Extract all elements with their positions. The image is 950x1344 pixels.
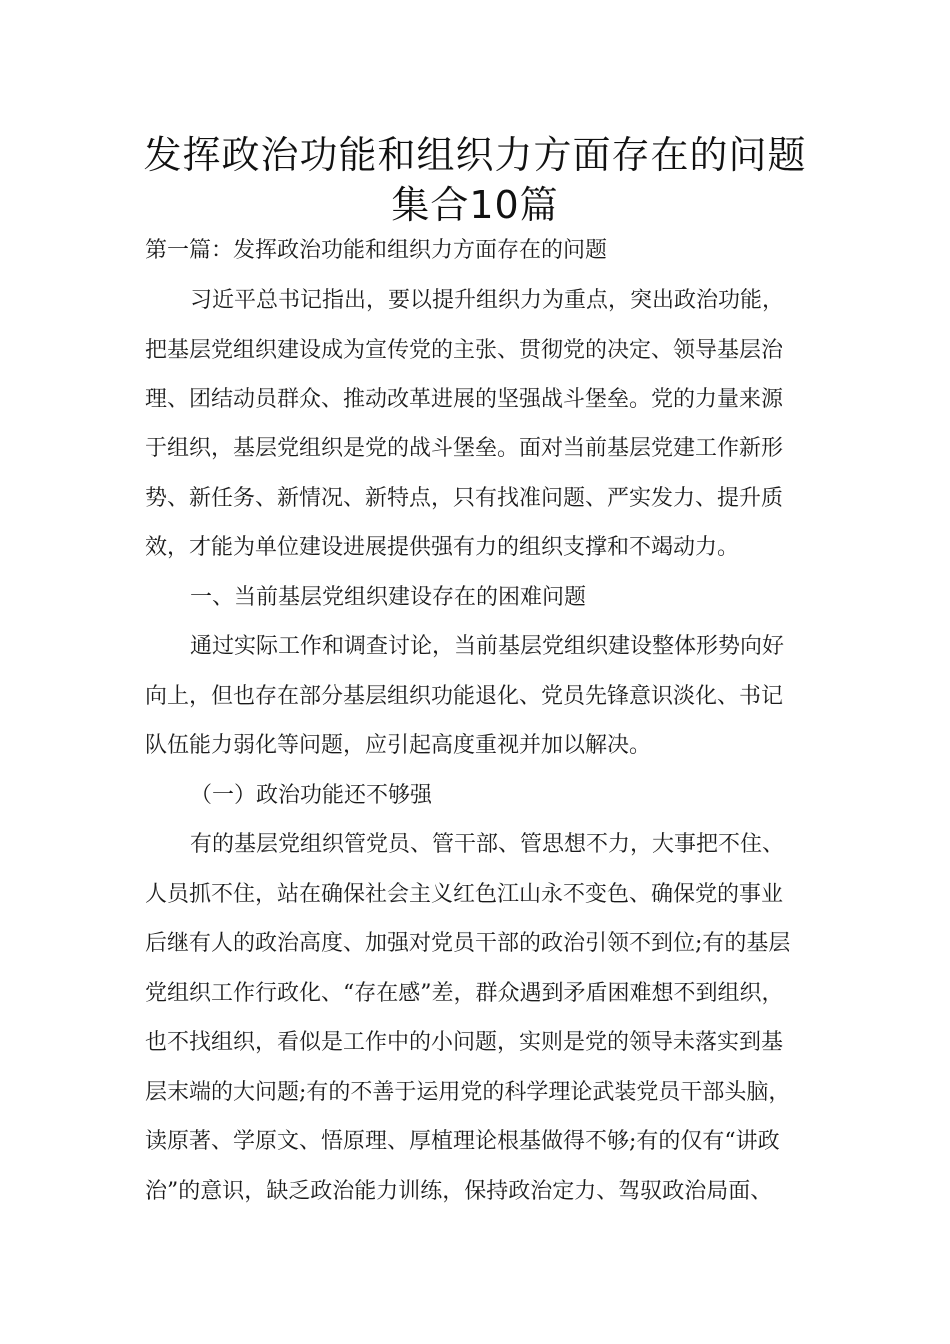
- document-title-line-2: 集合10篇: [391, 183, 559, 227]
- paragraph-line: 队伍能力弱化等问题，应引起高度重视并加以解决。: [145, 733, 652, 758]
- paragraph-line: 习近平总书记指出，要以提升组织力为重点，突出政治功能，: [190, 288, 785, 313]
- paragraph-line: 也不找组织，看似是工作中的小问题，实则是党的领导未落实到基: [145, 1030, 784, 1055]
- paragraph-line: 把基层党组织建设成为宣传党的主张、贯彻党的决定、领导基层治: [145, 338, 784, 363]
- paragraph-line: 后继有人的政治高度、加强对党员干部的政治引领不到位;有的基层: [145, 931, 791, 956]
- paragraph-line: 效，才能为单位建设进展提供强有力的组织支撑和不竭动力。: [145, 535, 740, 560]
- paragraph-line: 理、团结动员群众、推动改革进展的坚强战斗堡垒。党的力量来源: [145, 387, 784, 412]
- paragraph-line: 通过实际工作和调查讨论，当前基层党组织建设整体形势向好: [190, 634, 785, 659]
- paragraph-line: 人员抓不住，站在确保社会主义红色江山永不变色、确保党的事业: [145, 882, 784, 907]
- paragraph-line: 向上，但也存在部分基层组织功能退化、党员先锋意识淡化、书记: [145, 684, 784, 709]
- section-heading: 一、当前基层党组织建设存在的困难问题: [190, 585, 587, 610]
- document-body: [145, 236, 825, 1236]
- paragraph-line: 有的基层党组织管党员、管干部、管思想不力，大事把不住、: [190, 832, 785, 857]
- subsection-heading: （一）政治功能还不够强: [190, 783, 433, 808]
- document-title-line-1: 发挥政治功能和组织力方面存在的问题: [143, 133, 807, 177]
- paragraph-line: 读原著、学原文、悟原理、厚植理论根基做得不够;有的仅有“讲政: [145, 1129, 780, 1154]
- paragraph-line: 层末端的大问题;有的不善于运用党的科学理论武装党员干部头脑，: [145, 1080, 791, 1105]
- paragraph-line: 党组织工作行政化、“存在感”差，群众遇到矛盾困难想不到组织，: [145, 981, 784, 1006]
- paragraph-line: 势、新任务、新情况、新特点，只有找准问题、严实发力、提升质: [145, 486, 784, 511]
- paragraph-line: 于组织，基层党组织是党的战斗堡垒。面对当前基层党建工作新形: [145, 436, 784, 461]
- chapter-heading: 第一篇：发挥政治功能和组织力方面存在的问题: [145, 238, 608, 263]
- paragraph-line: 治”的意识，缺乏政治能力训练，保持政治定力、驾驭政治局面、: [145, 1179, 773, 1204]
